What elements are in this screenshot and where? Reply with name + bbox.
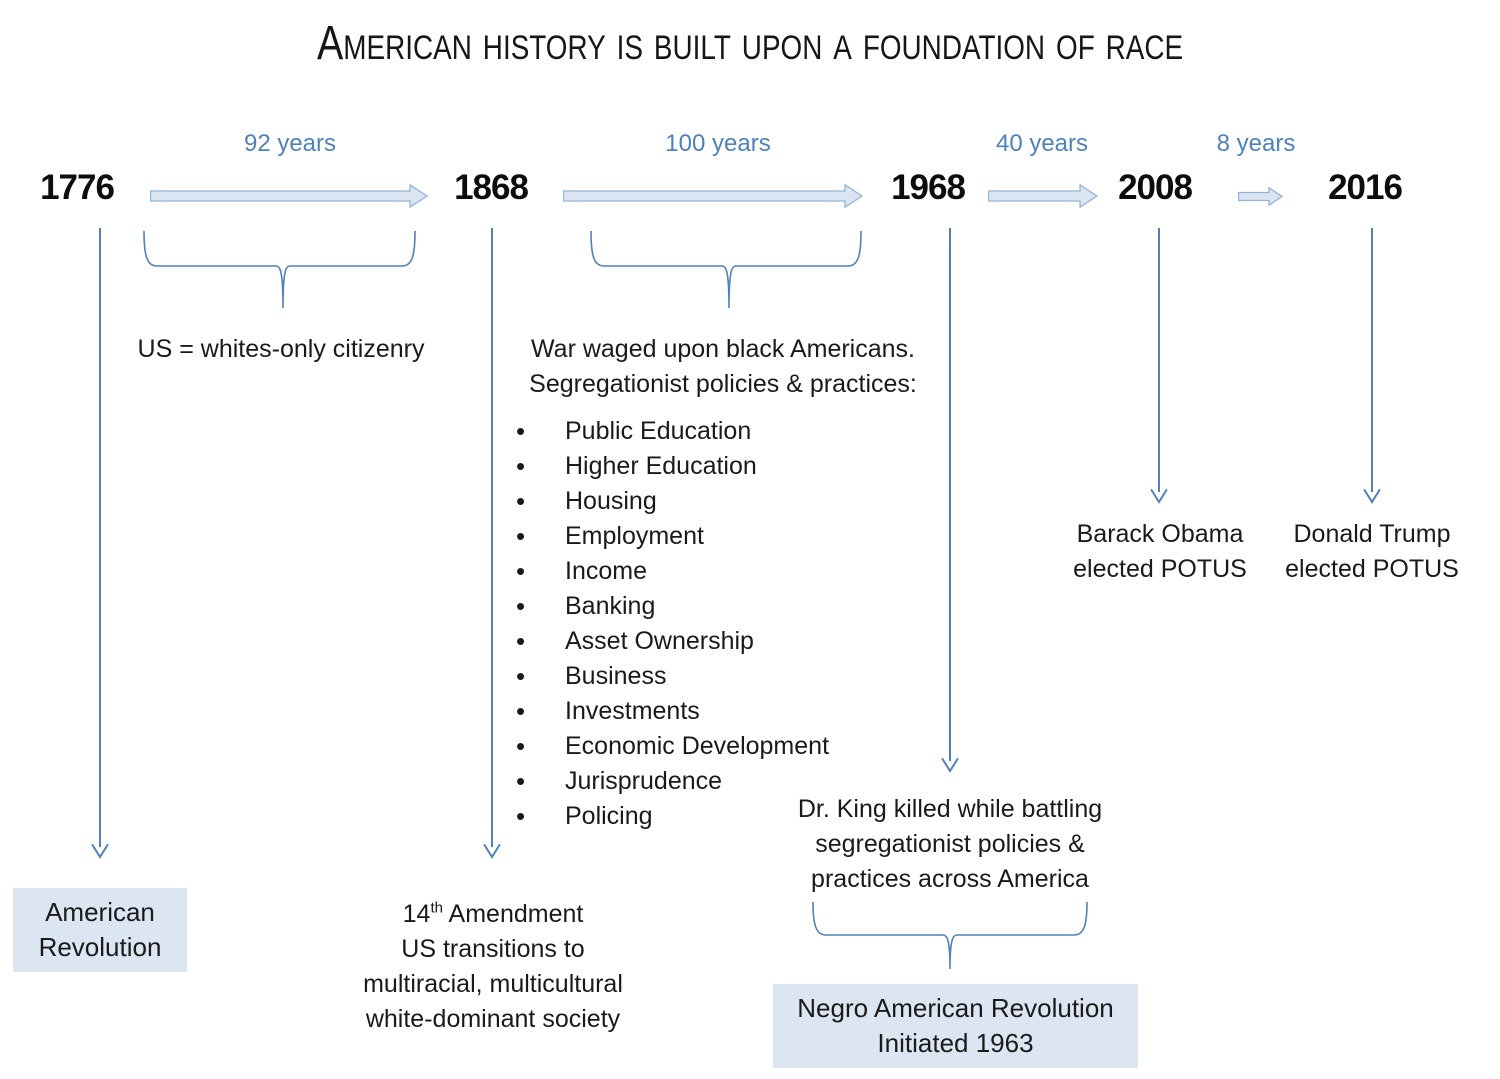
text-line: Negro American Revolution bbox=[797, 993, 1114, 1023]
right-arrow-1868-1968 bbox=[563, 184, 863, 208]
text-line: • Asset Ownership bbox=[508, 624, 829, 659]
text-line: white-dominant society bbox=[365, 1005, 621, 1033]
text-line: • Investments bbox=[508, 694, 829, 729]
note-whites-only-citizenry: US = whites-only citizenry bbox=[137, 335, 425, 363]
down-arrow-2008 bbox=[1149, 228, 1169, 504]
text-line: multiracial, multicultural bbox=[363, 970, 623, 998]
page-title-text: American history is built upon a foundation of race bbox=[316, 17, 1184, 70]
text-line: • Income bbox=[508, 554, 829, 589]
span-label-40-years: 40 years bbox=[995, 130, 1089, 157]
text-line: Barack Obama bbox=[1076, 520, 1244, 548]
down-arrow-1776 bbox=[90, 228, 110, 859]
down-arrow-1868 bbox=[482, 228, 502, 859]
text-line: • Higher Education bbox=[508, 449, 829, 484]
text-line: Revolution bbox=[38, 932, 162, 962]
text-line: • Employment bbox=[508, 519, 829, 554]
text-line: elected POTUS bbox=[1073, 555, 1247, 583]
amendment-number: 14 bbox=[402, 900, 431, 928]
page-title bbox=[0, 16, 1500, 71]
amendment-word: Amendment bbox=[442, 900, 584, 928]
right-arrow-1776-1868 bbox=[150, 184, 428, 208]
brace-1868-1968 bbox=[590, 230, 863, 312]
span-label-8-years: 8 years bbox=[1216, 130, 1296, 157]
right-arrow-2008-2016 bbox=[1238, 187, 1283, 207]
negro-american-revolution-box bbox=[773, 984, 1138, 1068]
text-line: • Housing bbox=[508, 484, 829, 519]
year-2016: 2016 bbox=[1328, 168, 1402, 207]
note-14th-amendment bbox=[363, 897, 623, 1037]
span-label-92-years: 92 years bbox=[243, 130, 337, 157]
year-1868: 1868 bbox=[454, 168, 528, 207]
text-line: American bbox=[45, 897, 155, 927]
text-line: • Economic Development bbox=[508, 729, 829, 764]
year-1776: 1776 bbox=[40, 168, 114, 207]
span-label-100-years: 100 years bbox=[665, 130, 771, 157]
amendment-ordinal: th bbox=[430, 899, 443, 917]
text-line bbox=[363, 897, 623, 932]
text-line: Dr. King killed while battling bbox=[797, 795, 1103, 823]
brace-negro-revolution bbox=[812, 901, 1089, 973]
note-dr-king bbox=[798, 792, 1102, 897]
down-arrow-2016 bbox=[1362, 228, 1382, 504]
year-1968: 1968 bbox=[891, 168, 965, 207]
text-line: War waged upon black Americans. bbox=[531, 335, 915, 363]
text-line: Segregationist policies & practices: bbox=[529, 370, 917, 398]
policy-list bbox=[508, 414, 829, 834]
note-trump-elected bbox=[1285, 517, 1459, 587]
text-line: US transitions to bbox=[401, 935, 585, 963]
note-obama-elected bbox=[1073, 517, 1247, 587]
text-line: elected POTUS bbox=[1285, 555, 1459, 583]
text-line: • Banking bbox=[508, 589, 829, 624]
text-line: segregationist policies & bbox=[815, 830, 1085, 858]
note-war-waged bbox=[529, 332, 917, 402]
text-line: • Public Education bbox=[508, 414, 829, 449]
text-line: • Jurisprudence bbox=[508, 764, 829, 799]
text-line: • Business bbox=[508, 659, 829, 694]
down-arrow-1968 bbox=[940, 228, 960, 773]
text-line: Donald Trump bbox=[1293, 520, 1451, 548]
text-line: Initiated 1963 bbox=[877, 1028, 1034, 1058]
text-line: • Policing bbox=[508, 799, 829, 834]
american-revolution-box bbox=[13, 888, 187, 972]
year-2008: 2008 bbox=[1118, 168, 1192, 207]
text-line: practices across America bbox=[811, 865, 1089, 893]
brace-1776-1868 bbox=[143, 230, 417, 312]
right-arrow-1968-2008 bbox=[988, 184, 1098, 208]
